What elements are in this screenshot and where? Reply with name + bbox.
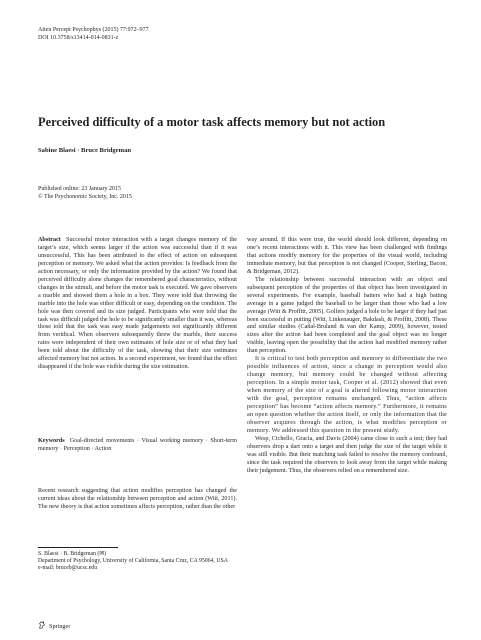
intro-text: Recent research suggesting that action modifies perception has changed the current ideas about the relationship between perception and action (Witt, 2011). The new theory is that action sometimes affects perception, rather than the other <box>38 488 237 510</box>
keywords <box>38 438 237 454</box>
authors: Sabine Blaesi · Bruce Bridgeman <box>38 147 132 154</box>
intro-paragraph <box>38 488 237 512</box>
springer-horse-icon <box>38 621 46 631</box>
journal-citation: Atten Percept Psychophys (2015) 77:972–977 <box>38 27 149 33</box>
affiliation-department: Department of Psychology, University of California, Santa Cruz, CA 95064, USA <box>38 558 228 565</box>
keywords-label: Keywords <box>38 438 65 444</box>
affiliation-email[interactable]: e-mail: bruceb@ucsc.edu <box>38 565 98 572</box>
affiliation-names: S. Blaesi · B. Bridgeman (✉) <box>38 551 107 557</box>
footnote-rule <box>38 547 118 548</box>
publisher-footer <box>38 621 70 631</box>
right-paragraph-3: It is critical to test both perception and memory to differentiate the two possible influences of action, since a change in perception would also change memory, but memory could be changed without affecting perception. In a simple motor task, Cooper et al. (2012) showed that even when memory of the size of a goal is altered following motor interaction with the goal, perception remains unchanged. Thus, “action affects perception” has become “action affects memory.” Furthermore, it remains an open question whether the action itself, or only the information that the observer acquires through the action, is what modifies perception or memory. We addressed this question in the present study. <box>247 356 447 434</box>
right-paragraph-2: The relationship between successful interaction with an object and subsequent perception of the properties of that object has been investigated in several experiments. For example, baseball batters who had a high batting average in a game judged the baseball to be larger than those who had a low average (Witt & Proffitt, 2005). Golfers judged a hole to be larger if they had just been successful in putting (Witt, Linkenauger, Bakdash, & Proffitt, 2008). These and similar studies (Cañal-Bruland & van der Kamp, 2009), however, tested sizes after the action had been completed and the goal object was no longer visible, leaving open the possibility that the action had modified memory rather than perception. <box>247 276 447 355</box>
published-date: Published online: 23 January 2015 <box>38 186 121 192</box>
copyright: © The Psychonomic Society, Inc. 2015 <box>38 193 132 200</box>
abstract <box>38 237 237 372</box>
doi[interactable]: DOI 10.3758/s13414-014-0831-z <box>38 34 119 41</box>
abstract-text: Successful motor interaction with a target changes memory of the target’s size, which seems larger if the action was successful than if it was unsuccessful. This has been attributed to the effect of action on subsequent perception or memory. We asked what the action provides: Is feedback from the action necessary, or only the information provided by the action? We found that perceived difficulty alone changes the remembered goal characteristics, without changes in the stimuli, and before the motor task is executed. We gave observers a marble and showed them a hole in a box. They were told that throwing the marble into the hole was either difficult or easy, depending on the condition. The hole was then covered and its size judged. Participants who were told that the task was difficult judged the hole to be significantly smaller than it was, whereas those told that the task was easy made judgements not significantly different from veridical. When observers subsequently threw the marble, their success rates were independent of their own estimates of hole size or of what they had been told about the difficulty of the task, showing that their size estimates affected memory but not action. In a second experiment, we found that the effect disappeared if the hole was visible during the size estimation. <box>38 237 237 371</box>
journal-header <box>38 27 338 42</box>
right-column <box>247 237 447 476</box>
affiliation <box>38 551 237 573</box>
paper-title: Perceived difficulty of a motor task affects memory but not action <box>38 115 386 129</box>
abstract-label: Abstract <box>38 237 61 243</box>
publication-info <box>38 186 238 201</box>
publisher-name: Springer <box>49 622 71 630</box>
right-paragraph-4: Wesp, Cichello, Gracia, and Davis (2004) came close to such a test; they had observers drop a dart onto a target and then judge the size of the target while it was still visible. But their matching task failed to resolve the memory confound, since the task required the observers to look away from the target while making their judgement. Thus, the observers relied on a remembered size. <box>247 435 447 474</box>
right-paragraph-1: way around. If this were true, the world should look different, depending on one’s recent interactions with it. This view has been challenged with findings that actions modify memory for the properties of the visual world, including immediate memory, but that perception is not changed (Cooper, Sterling, Bacon, & Bridgeman, 2012). <box>247 237 447 275</box>
keywords-text: Goal-directed movements · Visual working memory · Short-term memory · Perception · Action <box>38 438 237 452</box>
